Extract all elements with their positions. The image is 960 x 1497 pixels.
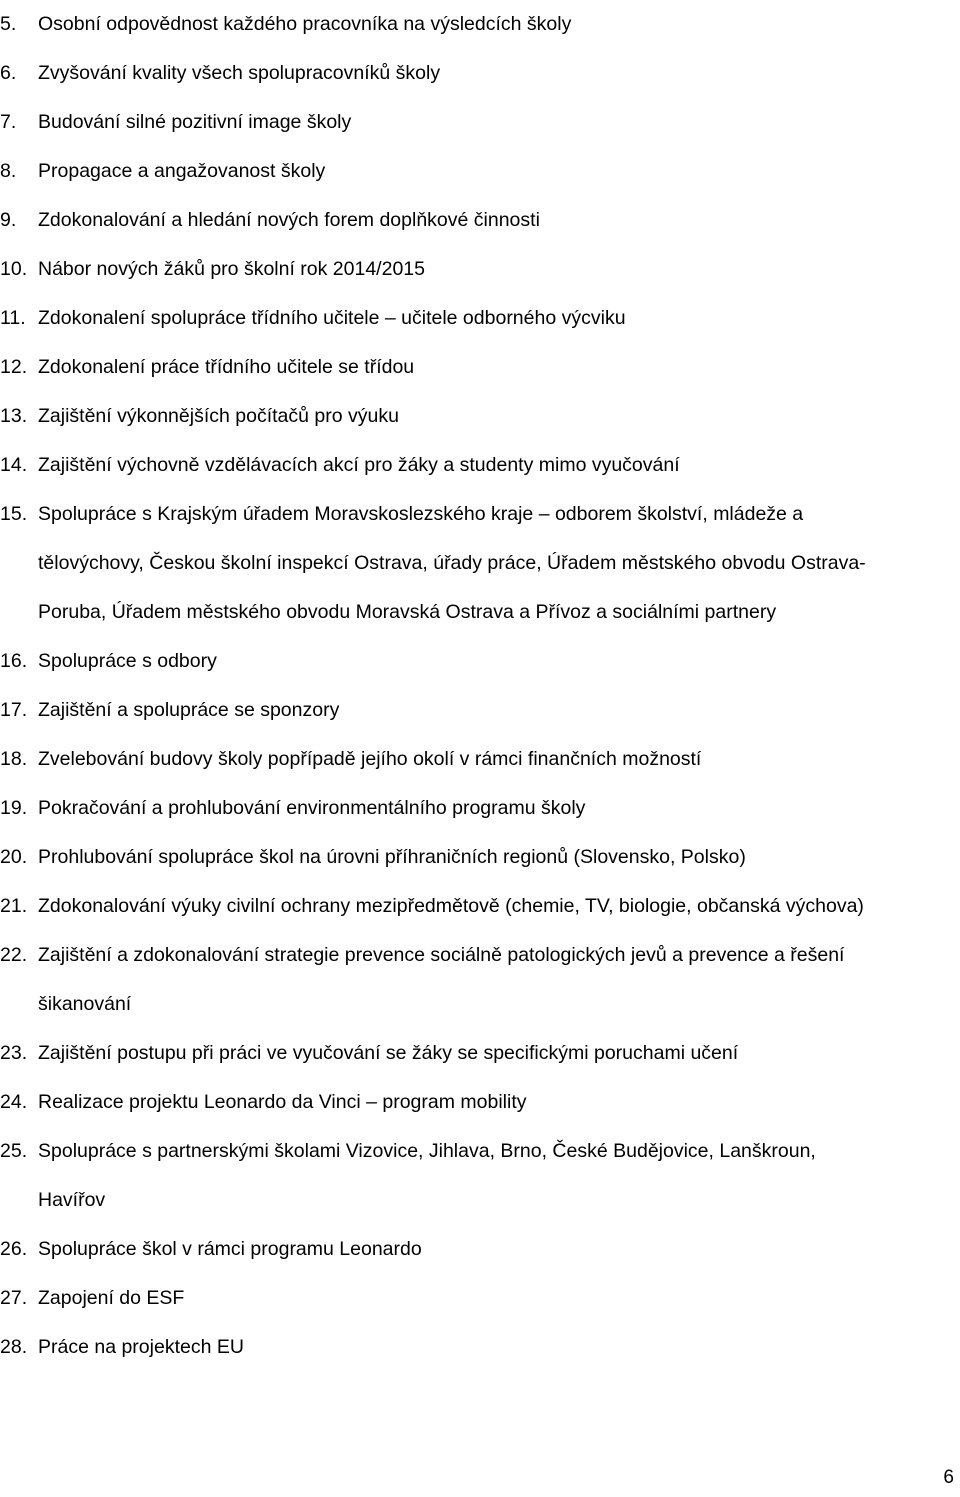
list-item	[0, 784, 960, 833]
list-item-number: 6.	[0, 62, 17, 84]
list-item-text: Nábor nových žáků pro školní rok 2014/2015	[38, 258, 425, 280]
list-item-text: šikanování	[38, 993, 132, 1015]
list-item-number: 19.	[0, 797, 28, 819]
list-item-number: 17.	[0, 699, 28, 721]
list-item	[0, 392, 960, 441]
list-item-number: 12.	[0, 356, 28, 378]
list-item-text: Spolupráce s odbory	[38, 650, 217, 672]
list-item-number: 13.	[0, 405, 28, 427]
list-item	[0, 245, 960, 294]
page-number: 6	[943, 1467, 954, 1488]
list-item-number: 21.	[0, 895, 28, 917]
list-item	[0, 1029, 960, 1078]
list-item-number: 22.	[0, 944, 28, 966]
list-item-text: Zajištění a spolupráce se sponzory	[38, 699, 340, 721]
list-item-number: 26.	[0, 1238, 28, 1260]
list-item	[0, 441, 960, 490]
list-item-number: 16.	[0, 650, 28, 672]
list-item-number: 15.	[0, 503, 28, 525]
list-item-number: 23.	[0, 1042, 28, 1064]
list-item-number: 25.	[0, 1140, 28, 1162]
list-item-text: Zapojení do ESF	[38, 1287, 185, 1309]
list-item-text: Zajištění postupu při práci ve vyučování se žáky se specifickými poruchami učení	[38, 1042, 739, 1064]
list-item	[0, 98, 960, 147]
list-item-number: 5.	[0, 13, 17, 35]
list-item	[0, 735, 960, 784]
list-item	[0, 1225, 960, 1274]
list-item-text: tělovýchovy, Českou školní inspekcí Ostrava, úřady práce, Úřadem městského obvodu Ostrava-	[38, 552, 866, 574]
list-item-text: Zajištění výkonnějších počítačů pro výuku	[38, 405, 399, 427]
list-item	[0, 294, 960, 343]
list-item-text: Spolupráce s partnerskými školami Vizovice, Jihlava, Brno, České Budějovice, Lanškroun,	[38, 1140, 816, 1162]
list-item-number: 18.	[0, 748, 28, 770]
list-item-text: Práce na projektech EU	[38, 1336, 244, 1358]
list-item	[0, 0, 960, 49]
list-item-text: Havířov	[38, 1189, 106, 1211]
list-item-text: Realizace projektu Leonardo da Vinci – program mobility	[38, 1091, 527, 1113]
list-item	[0, 196, 960, 245]
list-item-text: Propagace a angažovanost školy	[38, 160, 326, 182]
list-item-number: 28.	[0, 1336, 28, 1358]
list-item-number: 8.	[0, 160, 17, 182]
list-item	[0, 49, 960, 98]
list-item-number: 10.	[0, 258, 28, 280]
list-item-text: Zajištění a zdokonalování strategie prevence sociálně patologických jevů a prevence a řešení	[38, 944, 845, 966]
list-item-number: 20.	[0, 846, 28, 868]
list-item-text: Budování silné pozitivní image školy	[38, 111, 352, 133]
list-item	[0, 1078, 960, 1127]
list-item-text: Osobní odpovědnost každého pracovníka na výsledcích školy	[38, 13, 572, 35]
list-item-text: Prohlubování spolupráce škol na úrovni příhraničních regionů (Slovensko, Polsko)	[38, 846, 746, 868]
list-item	[0, 637, 960, 686]
list-item-text: Zvyšování kvality všech spolupracovníků školy	[38, 62, 441, 84]
list-item	[0, 147, 960, 196]
list-item-number: 11.	[0, 307, 26, 329]
list-item	[0, 343, 960, 392]
list-item	[0, 1323, 960, 1372]
list-item-text: Zvelebování budovy školy popřípadě jejího okolí v rámci finančních možností	[38, 748, 702, 770]
list-item	[0, 1274, 960, 1323]
list-item-text: Pokračování a prohlubování environmentálního programu školy	[38, 797, 586, 819]
list-item-number: 9.	[0, 209, 17, 231]
list-item	[0, 931, 960, 1029]
list-item-number: 14.	[0, 454, 28, 476]
list-item	[0, 882, 960, 931]
list-item-number: 27.	[0, 1287, 28, 1309]
list-item	[0, 833, 960, 882]
list-item	[0, 1127, 960, 1225]
list-item-text: Spolupráce škol v rámci programu Leonardo	[38, 1238, 422, 1260]
list-item-text: Zdokonalení práce třídního učitele se třídou	[38, 356, 415, 378]
list-item-text: Zdokonalování výuky civilní ochrany mezipředmětově (chemie, TV, biologie, občanská výchova)	[38, 895, 864, 917]
list-item-text: Poruba, Úřadem městského obvodu Moravská Ostrava a Přívoz a sociálními partnery	[38, 601, 777, 623]
list-item-number: 24.	[0, 1091, 28, 1113]
list-item-text: Zajištění výchovně vzdělávacích akcí pro žáky a studenty mimo vyučování	[38, 454, 680, 476]
list-item-text: Zdokonalení spolupráce třídního učitele – učitele odborného výcviku	[38, 307, 626, 329]
list-item	[0, 490, 960, 637]
list-item-text: Spolupráce s Krajským úřadem Moravskoslezského kraje – odborem školství, mládeže a	[38, 503, 804, 525]
list-item-text: Zdokonalování a hledání nových forem doplňkové činnosti	[38, 209, 540, 231]
list-item	[0, 686, 960, 735]
list-item-number: 7.	[0, 111, 17, 133]
